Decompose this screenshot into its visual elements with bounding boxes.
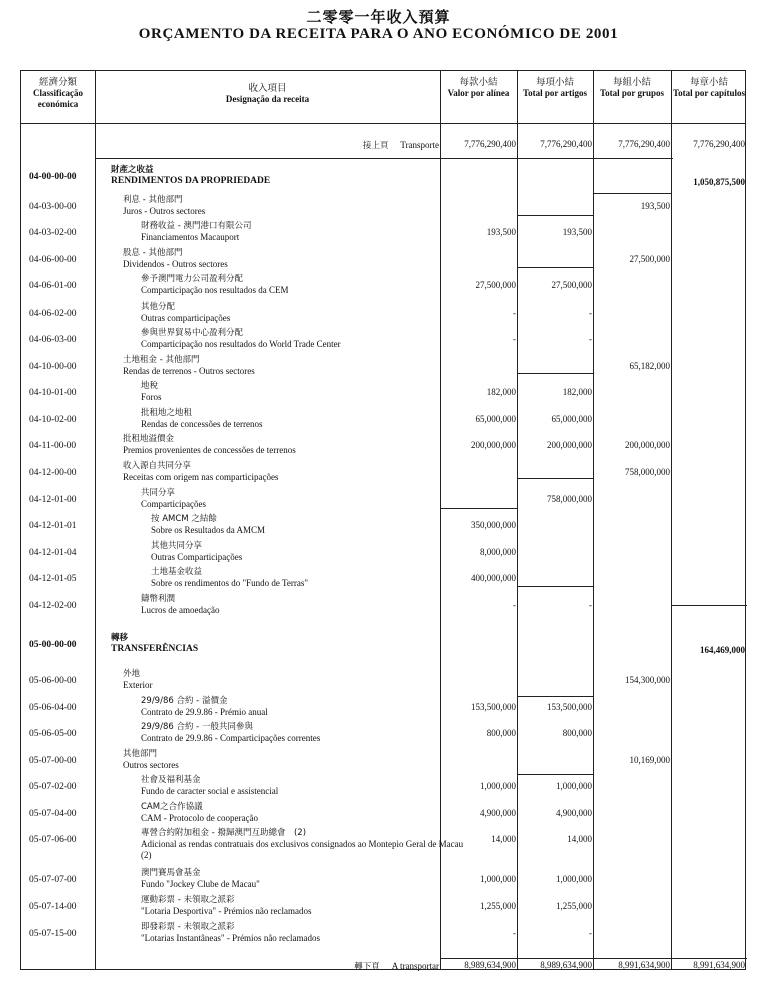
row-label-pt: RENDIMENTOS DA PROPRIEDADE [111,176,271,186]
row-designation [141,274,471,296]
row-value-alinea: 400,000,000 [471,573,516,583]
row-value-alinea: - [513,600,516,610]
row-value-grupos: 27,500,000 [629,254,670,264]
row-designation [141,775,471,797]
row-label-pt: Comparticipações [141,499,206,509]
row-label-zh: 其他共同分享 [151,541,203,551]
row-designation [123,434,453,456]
row-value-alinea: 153,500,000 [471,702,516,712]
row-designation [151,514,481,536]
row-label-zh: 其他部門 [123,749,158,759]
transport-bottom-label: 轉下頁 A transportar [354,961,439,972]
row-code: 04-12-02-00 [29,601,77,611]
header-designacao: 收入項目 Designação da receita [225,83,310,104]
row-value-artigos: 758,000,000 [547,494,592,504]
row-label-pt: Sobre os rendimentos do "Fundo de Terras" [151,578,309,588]
row-label-zh: 鑄幣利潤 [141,594,176,604]
row-label-pt: Contrato de 29.9.86 - Prémio anual [141,707,268,717]
header-classificacao: 經濟分類 Classificação económica [33,77,83,109]
row-label-pt: Fundo de caracter social e assistencial [141,786,279,796]
row-value-artigos: - [589,600,592,610]
row-value-alinea: 4,900,000 [480,808,516,818]
row-code: 04-10-01-00 [29,388,77,398]
row-value-artigos: 1,255,000 [556,901,592,911]
row-value-alinea: 27,500,000 [475,280,516,290]
row-label-pt: Adicional as rendas contratuais dos exclusivos consignados ao Montepio Geral de Macau (2) [141,839,473,860]
row-value-artigos: 800,000 [562,728,592,738]
row-value-alinea: - [513,308,516,318]
row-designation [141,802,471,824]
row-code: 04-00-00-00 [29,172,77,182]
row-label-pt: Outras Comparticipações [151,552,243,562]
row-value-artigos: 200,000,000 [547,440,592,450]
row-value-capitulos: 164,469,000 [700,645,745,655]
row-code: 04-11-00-00 [29,441,77,451]
row-code: 04-10-00-00 [29,362,77,372]
row-label-pt: Foros [141,392,162,402]
row-label-zh: 其他分配 [141,302,176,312]
row-designation [141,868,471,890]
header-valor-alinea: 每款小結 Valor por alínea [447,77,510,98]
row-code: 04-06-00-00 [29,255,77,265]
row-code: 04-06-03-00 [29,335,77,345]
header-total-artigos: 每項小結 Total por artigos [522,77,587,98]
row-designation [141,328,471,350]
row-label-pt: Fundo "Jockey Clube de Macau" [141,879,260,889]
row-designation [141,594,471,616]
row-value-grupos: 10,169,000 [629,755,670,765]
row-value-grupos: 200,000,000 [625,440,670,450]
row-designation [141,221,471,243]
row-value-alinea: 350,000,000 [471,520,516,530]
row-label-zh: 29/9/86 合約 - 溢價金 [141,696,228,706]
row-code: 04-10-02-00 [29,415,77,425]
row-code: 04-06-02-00 [29,309,77,319]
row-label-zh: 共同分享 [141,488,176,498]
row-label-zh: 財務收益 - 澳門港口有限公司 [141,221,252,231]
row-code: 05-06-05-00 [29,729,77,739]
row-designation [141,922,471,944]
row-label-pt: Dividendos - Outros sectores [123,259,228,269]
row-value-alinea: 800,000 [486,728,516,738]
row-code: 04-12-01-00 [29,495,77,505]
row-label-zh: 地稅 [141,381,159,391]
row-label-zh: 外地 [123,669,141,679]
row-label-zh: 財產之收益 [111,165,154,175]
row-code: 04-12-00-00 [29,468,77,478]
row-designation [141,381,471,403]
transport-bottom-alinea: 8,989,634,900 [464,960,516,970]
row-designation [141,828,471,861]
transport-top-artigos: 7,776,290,400 [540,139,592,149]
row-value-artigos: 1,000,000 [556,781,592,791]
row-label-pt: Rendas de concessões de terrenos [141,419,263,429]
row-value-artigos: 27,500,000 [551,280,592,290]
row-label-zh: 按 AMCM 之結餘 [151,514,217,524]
row-label-pt: Outros sectores [123,760,179,770]
row-label-pt: Comparticipação nos resultados da CEM [141,285,289,295]
row-label-zh: 土地租金 - 其他部門 [123,355,200,365]
row-value-artigos: 65,000,000 [551,414,592,424]
row-value-grupos: 193,500 [640,201,670,211]
row-label-zh: 即發彩票 - 未領取之派彩 [141,922,235,932]
row-label-pt: "Lotarias Instantâneas" - Prémios não reclamados [141,933,321,943]
row-code: 04-12-01-04 [29,548,77,558]
row-designation [123,669,453,691]
row-code: 05-06-00-00 [29,676,77,686]
row-value-alinea: - [513,334,516,344]
row-value-artigos: - [589,334,592,344]
row-label-zh: 批租地溢價金 [123,434,175,444]
row-designation [141,488,471,510]
transport-bottom-artigos: 8,989,634,900 [540,960,592,970]
row-code: 05-07-07-00 [29,875,77,885]
row-value-alinea: 200,000,000 [471,440,516,450]
row-label-pt: Receitas com origem nas comparticipações [123,472,279,482]
row-label-pt: Lucros de amoedação [141,605,220,615]
header-total-grupos: 每組小結 Total por grupos [599,77,665,98]
row-label-zh: 29/9/86 合約 - 一般共同參與 [141,722,253,732]
row-label-zh: CAM之合作協議 [141,802,203,812]
row-value-alinea: 8,000,000 [480,547,516,557]
row-value-artigos: 14,000 [567,834,592,844]
transport-top-label: 接上頁 Transporte [362,140,439,151]
row-label-zh: 運動彩票 - 未領取之派彩 [141,895,235,905]
transport-top-capitulos: 7,776,290,400 [693,139,745,149]
row-value-artigos: 193,500 [562,227,592,237]
row-value-alinea: 14,000 [491,834,516,844]
row-value-artigos: 182,000 [562,387,592,397]
row-designation [141,722,471,744]
row-label-zh: 收入源自共同分享 [123,461,192,471]
row-value-alinea: 65,000,000 [475,414,516,424]
row-label-zh: 澳門賽馬會基金 [141,868,201,878]
row-designation [111,633,441,655]
row-label-zh: 股息 - 其他部門 [123,248,183,258]
row-code: 05-07-06-00 [29,835,77,845]
row-designation [151,541,481,563]
row-code: 05-07-00-00 [29,756,77,766]
row-designation [123,248,453,270]
transport-bottom-capitulos: 8,991,634,900 [693,960,745,970]
row-designation [123,355,453,377]
row-value-artigos: - [589,928,592,938]
row-code: 05-07-14-00 [29,902,77,912]
row-designation [141,302,471,324]
row-value-alinea: 193,500 [486,227,516,237]
page-title-pt: ORÇAMENTO DA RECEITA PARA O ANO ECONÓMICO DE 2001 [138,26,619,42]
row-label-pt: Rendas de terrenos - Outros sectores [123,366,255,376]
header-total-capitulos: 每章小結 Total por capítulos [672,77,746,98]
row-value-artigos: - [589,308,592,318]
row-value-artigos: 1,000,000 [556,874,592,884]
row-code: 04-12-01-05 [29,574,77,584]
row-label-pt: Financiamentos Macauport [141,232,240,242]
row-value-alinea: 182,000 [486,387,516,397]
row-label-zh: 轉移 [111,633,129,643]
row-value-grupos: 154,300,000 [625,675,670,685]
row-code: 05-00-00-00 [29,640,77,650]
transport-top-alinea: 7,776,290,400 [464,139,516,149]
row-label-zh: 社會及福利基金 [141,775,201,785]
row-label-zh: 參予澳門電力公司盈利分配 [141,274,244,284]
row-code: 04-06-01-00 [29,281,77,291]
row-value-alinea: 1,000,000 [480,874,516,884]
row-code: 05-06-04-00 [29,703,77,713]
row-value-artigos: 4,900,000 [556,808,592,818]
transport-top-grupos: 7,776,290,400 [618,139,670,149]
row-value-alinea: 1,255,000 [480,901,516,911]
row-label-pt: TRANSFERÊNCIAS [111,644,199,654]
row-designation [141,895,471,917]
row-designation [111,165,441,187]
row-value-alinea: 1,000,000 [480,781,516,791]
row-code: 04-03-00-00 [29,202,77,212]
transport-bottom-grupos: 8,991,634,900 [618,960,670,970]
row-value-alinea: - [513,928,516,938]
row-label-pt: Outras comparticipações [141,313,231,323]
row-designation [141,408,471,430]
row-label-pt: Juros - Outros sectores [123,206,206,216]
row-label-zh: 專營合約附加租金 - 撥歸澳門互助總會 (2) [141,828,307,838]
row-label-zh: 批租地之地租 [141,408,193,418]
row-label-pt: Contrato de 29.9.86 - Comparticipações correntes [141,733,321,743]
row-label-pt: CAM - Protocolo de cooperação [141,813,258,823]
row-designation [123,749,453,771]
row-value-capitulos: 1,050,875,500 [693,177,745,187]
row-label-zh: 參與世界貿易中心盈利分配 [141,328,244,338]
row-label-zh: 土地基金收益 [151,567,203,577]
row-label-pt: Premios provenientes de concessões de terrenos [123,445,296,455]
row-code: 05-07-02-00 [29,782,77,792]
row-value-grupos: 65,182,000 [629,361,670,371]
row-designation [123,195,453,217]
row-code: 04-03-02-00 [29,228,77,238]
row-value-artigos: 153,500,000 [547,702,592,712]
row-label-pt: Exterior [123,680,153,690]
row-label-pt: Comparticipação nos resultados do World Trade Center [141,339,341,349]
row-designation [141,696,471,718]
row-code: 05-07-04-00 [29,809,77,819]
row-label-pt: "Lotaria Desportiva" - Prémios não reclamados [141,906,312,916]
row-label-pt: Sobre os Resultados da AMCM [151,525,266,535]
row-designation [151,567,481,589]
page-title-zh: 二零零一年收入預算 [306,8,451,26]
row-designation [123,461,453,483]
budget-table [20,70,746,970]
row-code: 05-07-15-00 [29,929,77,939]
row-label-zh: 利息 - 其他部門 [123,195,183,205]
row-code: 04-12-01-01 [29,521,77,531]
row-value-grupos: 758,000,000 [625,467,670,477]
